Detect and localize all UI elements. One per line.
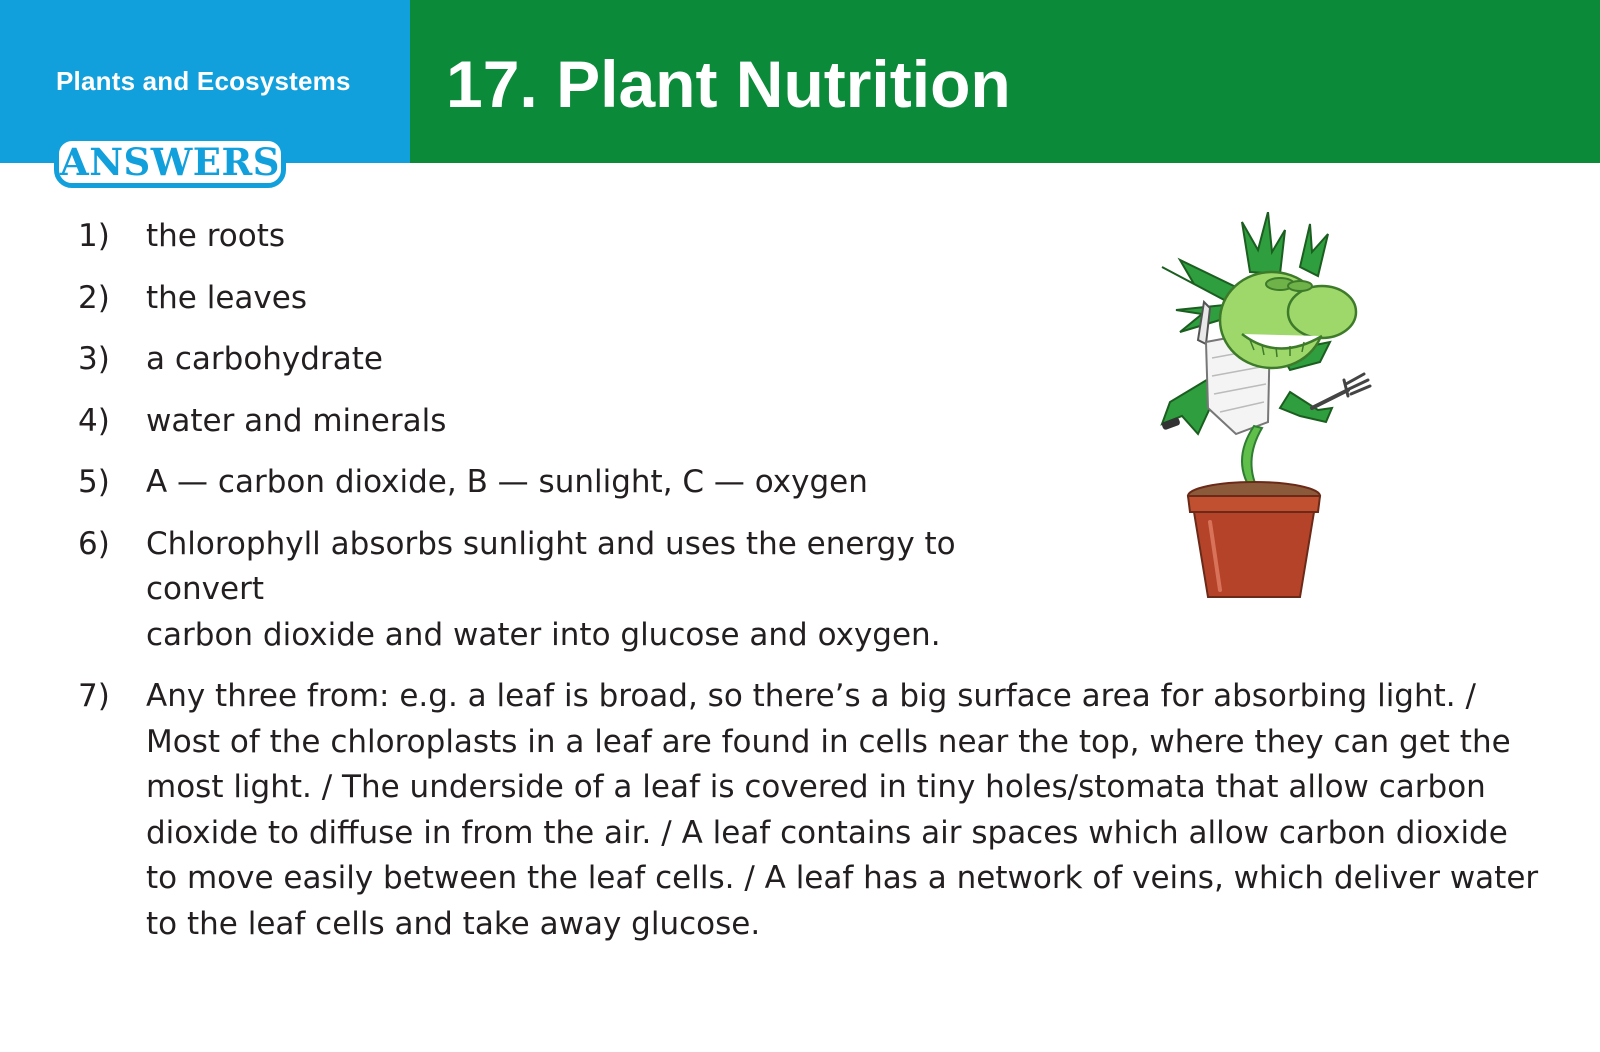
page-title: 17. Plant Nutrition [446, 47, 1011, 121]
answer-number: 7) [78, 678, 110, 714]
answer-number: 3) [78, 341, 110, 377]
section-label: Plants and Ecosystems [56, 66, 351, 96]
hungry-plant-mascot-icon [1150, 212, 1380, 607]
answer-item [78, 674, 1546, 947]
answer-text: water and minerals [146, 402, 447, 439]
answer-text: the leaves [146, 279, 307, 316]
answer-number: 5) [78, 464, 110, 500]
answer-text: A — carbon dioxide, B — sunlight, C — oxygen [146, 464, 868, 500]
answer-number: 4) [78, 402, 110, 439]
fork-icon [1312, 374, 1370, 408]
answer-text: a carbohydrate [146, 341, 383, 377]
answers-badge [54, 136, 286, 188]
answer-text: Chlorophyll absorbs sunlight and uses the energy to convert carbon dioxide and water into glucose and oxygen. [146, 525, 956, 653]
answer-number: 2) [78, 279, 110, 316]
answer-text: the roots [146, 218, 286, 254]
plant-head-icon [1220, 272, 1356, 368]
answer-text: Any three from: e.g. a leaf is broad, so there’s a big surface area for absorbing light. / Most of the chloroplasts in a leaf are found in cells near the top, where they can get the most light. / The underside of a leaf is covered in tiny holes/stomata that allow carbon dioxide to diffuse in from the air. / A leaf contains air spaces which allow carbon dioxide to move easily between the leaf cells. / A leaf has a network of veins, which deliver water to the leaf cells and take away glucose. [146, 678, 1539, 942]
answer-number: 6) [78, 525, 110, 562]
answer-number: 1) [78, 218, 110, 254]
answers-badge-label: ANSWERS [60, 139, 280, 184]
flower-pot-icon [1188, 482, 1320, 597]
